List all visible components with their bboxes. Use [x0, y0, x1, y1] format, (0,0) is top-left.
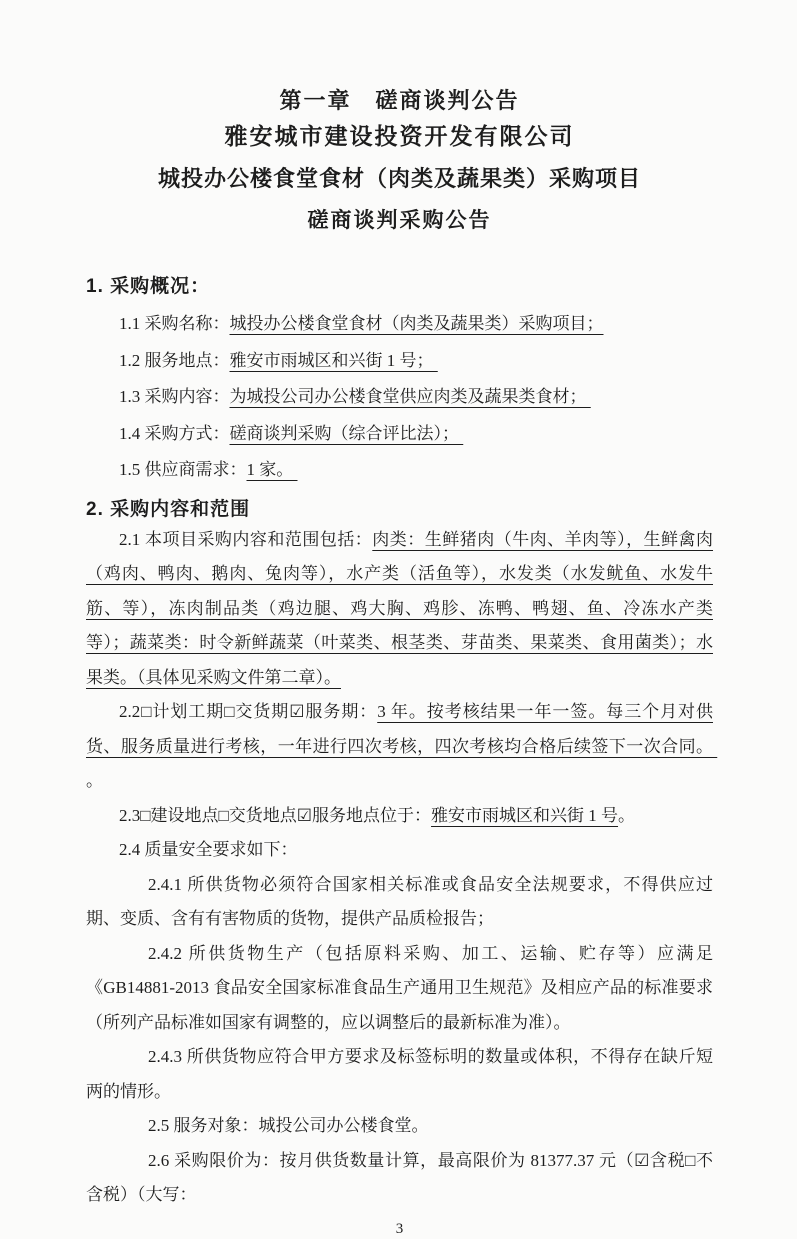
item-procurement-name — [86, 306, 713, 343]
item-value: 雅安市雨城区和兴街 1 号； — [229, 350, 438, 370]
paragraph-2-4-3: 2.4.3 所供货物应符合甲方要求及标签标明的数量或体积，不得存在缺斤短两的情形。 — [86, 1047, 713, 1101]
item-label: 1.4 采购方式： — [119, 423, 230, 443]
paragraph-prefix: 2.3□建设地点□交货地点☑服务地点位于： — [119, 805, 432, 825]
item-label: 1.2 服务地点： — [119, 350, 230, 370]
item-value: 城投办公楼食堂食材（肉类及蔬果类）采购项目； — [229, 314, 604, 333]
project-name: 城投办公楼食堂食材（肉类及蔬果类）采购项目 — [157, 166, 641, 191]
paragraph-2-1 — [86, 523, 713, 696]
paragraph-2-2 — [86, 695, 718, 799]
item-label: 1.5 供应商需求： — [119, 460, 247, 479]
paragraph-2-3 — [86, 799, 713, 834]
section-1-heading: 1. 采购概况： — [86, 276, 211, 297]
procurement-overview-list — [86, 306, 713, 489]
item-procurement-method — [86, 416, 713, 453]
paragraph-underlined-value: 雅安市雨城区和兴街 1 号 — [431, 805, 619, 825]
paragraph-prefix: 2.2□计划工期□交货期☑服务期： — [119, 702, 378, 721]
announcement-subtitle: 磋商谈判采购公告 — [307, 209, 492, 232]
paragraph-suffix: 。 — [618, 805, 636, 825]
item-value: 磋商谈判采购（综合评比法）； — [229, 423, 464, 443]
paragraph-2-5: 2.5 服务对象：城投公司办公楼食堂。 — [148, 1116, 429, 1135]
item-supplier-demand — [86, 452, 713, 489]
item-service-location — [86, 343, 713, 380]
paragraph-2-4: 2.4 质量安全要求如下： — [119, 840, 298, 859]
item-label: 1.3 采购内容： — [119, 387, 230, 406]
section-2-heading: 2. 采购内容和范围 — [86, 498, 251, 520]
paragraph-underlined-value: 3 年。按考核结果一年一签。每三个月对供货、服务质量进行考核，一年进行四次考核，四次考核均合格后续签下一次合同。 — [86, 702, 718, 756]
item-label: 1.1 采购名称： — [119, 314, 230, 333]
paragraph-suffix: 。 — [86, 771, 103, 790]
paragraph-2-4-1: 2.4.1 所供货物必须符合国家相关标准或食品安全法规要求，不得供应过期、变质、含有有害物质的货物，提供产品质检报告； — [86, 874, 713, 928]
paragraph-2-4-2: 2.4.2 所供货物生产（包括原料采购、加工、运输、贮存等）应满足《GB14881-2013 食品安全国家标准食品生产通用卫生规范》及相应产品的标准要求（所列产品标准如国家有调整的，应以调整后的最新标准为准）。 — [86, 943, 713, 1032]
title-block — [86, 86, 713, 242]
section-2-body — [86, 523, 718, 1213]
paragraph-2-6: 2.6 采购限价为：按月供货数量计算，最高限价为 81377.37 元（☑含税□不含税）（大写： — [86, 1150, 713, 1204]
chapter-heading: 第一章 磋商谈判公告 — [279, 88, 520, 113]
item-procurement-content — [86, 379, 713, 416]
paragraph-prefix: 2.1 本项目采购内容和范围包括： — [119, 529, 373, 549]
item-value: 1 家。 — [246, 460, 298, 479]
item-value: 为城投公司办公楼食堂供应肉类及蔬果类食材； — [229, 387, 591, 406]
page-number: 3 — [395, 1220, 404, 1237]
paragraph-underlined-value: 肉类：生鲜猪肉（牛肉、羊肉等），生鲜禽肉（鸡肉、鸭肉、鹅肉、兔肉等），水产类（活鱼等），水发类（水发鱿鱼、水发牛筋、等），冻肉制品类（鸡边腿、鸡大胸、鸡胗、冻鸭、鸭翅、鱼、冷冻水产类等）；蔬菜类：时令新鲜蔬菜（叶菜类、根茎类、芽苗类、果菜类、食用菌类）；水果类。（具体见采购文件第二章）。 — [86, 529, 714, 687]
company-name: 雅安城市建设投资开发有限公司 — [224, 124, 575, 149]
